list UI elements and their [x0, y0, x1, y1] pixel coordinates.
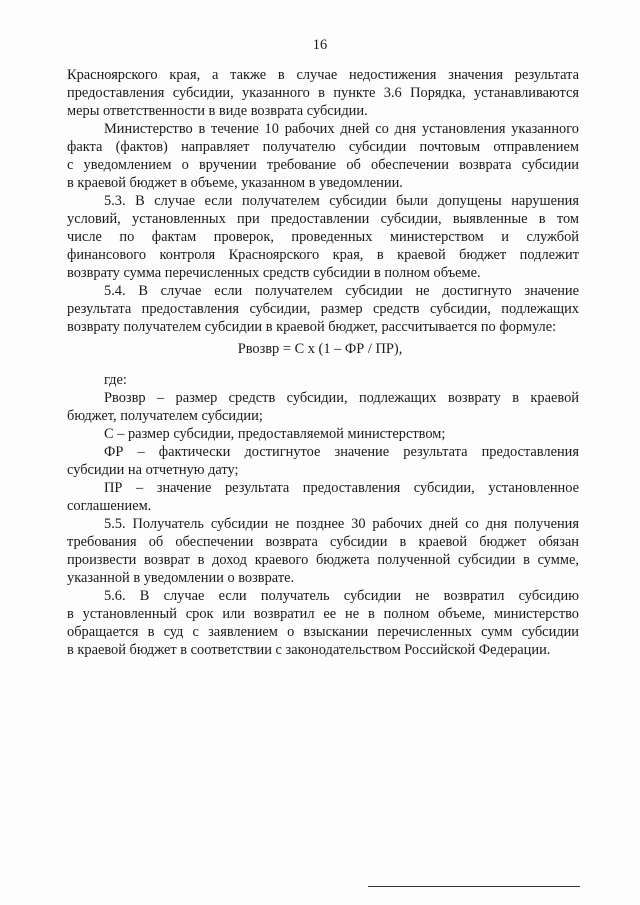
body-line: 5.6. В случае если получатель субсидии не возвратил субсидию	[104, 588, 579, 604]
body-line: результата предоставления субсидии, размер средств субсидии, подлежащих	[67, 301, 579, 317]
definition-line: С – размер субсидии, предоставляемой министерством;	[104, 426, 446, 442]
body-line: в краевой бюджет в соответствии с законодательством Российской Федерации.	[67, 642, 551, 658]
definition-line: Рвозвр – размер средств субсидии, подлежащих возврату в краевой	[104, 390, 579, 406]
formula: Рвозвр = С x (1 – ФР / ПР),	[237, 341, 403, 357]
definition-line: соглашением.	[67, 498, 152, 514]
body-line: в краевой бюджет в объеме, указанном в уведомлении.	[67, 175, 403, 191]
body-line: где:	[104, 372, 127, 388]
body-line: возврату получателем субсидии в краевой бюджет, рассчитывается по формуле:	[67, 319, 557, 335]
body-line: факта (фактов) направляет получателю субсидии почтовым отправлением	[67, 139, 579, 155]
page-number: 16	[312, 37, 328, 53]
body-line: меры ответственности в виде возврата субсидии.	[67, 103, 368, 119]
body-line: указанной в уведомлении о возврате.	[67, 570, 295, 586]
body-line: финансового контроля Красноярского края, в краевой бюджет подлежит	[67, 247, 579, 263]
body-line: с уведомлением о вручении требование об обеспечении возврата субсидии	[67, 157, 579, 173]
body-line: произвести возврат в доход краевого бюджета полученной субсидии в сумме,	[67, 552, 579, 568]
body-line: 5.4. В случае если получателем субсидии не достигнуто значение	[104, 283, 579, 299]
definition-line: субсидии на отчетную дату;	[67, 462, 239, 478]
body-line: условий, установленных при предоставлении субсидии, выявленные в том	[67, 211, 579, 227]
definition-line: ФР – фактически достигнутое значение результата предоставления	[104, 444, 579, 460]
body-line: Министерство в течение 10 рабочих дней со дня установления указанного	[104, 121, 579, 137]
body-line: Красноярского края, а также в случае недостижения значения результата	[67, 67, 579, 83]
body-line: 5.3. В случае если получателем субсидии были допущены нарушения	[104, 193, 579, 209]
definition-line: ПР – значение результата предоставления субсидии, установленное	[104, 480, 579, 496]
footer-rule	[368, 886, 580, 887]
body-line: обращается в суд с заявлением о взыскании перечисленных сумм субсидии	[67, 624, 579, 640]
body-line: предоставления субсидии, указанного в пункте 3.6 Порядка, устанавливаются	[67, 85, 579, 101]
body-line: в установленный срок или возвратил ее не в полном объеме, министерство	[67, 606, 579, 622]
definition-line: бюджет, получателем субсидии;	[67, 408, 263, 424]
body-line: возврату сумма перечисленных средств субсидии в полном объеме.	[67, 265, 481, 281]
body-line: числе по фактам проверок, проведенных министерством и службой	[67, 229, 579, 245]
body-line: 5.5. Получатель субсидии не позднее 30 рабочих дней со дня получения	[104, 516, 579, 532]
body-line: требования об обеспечении возврата субсидии в краевой бюджет обязан	[67, 534, 579, 550]
